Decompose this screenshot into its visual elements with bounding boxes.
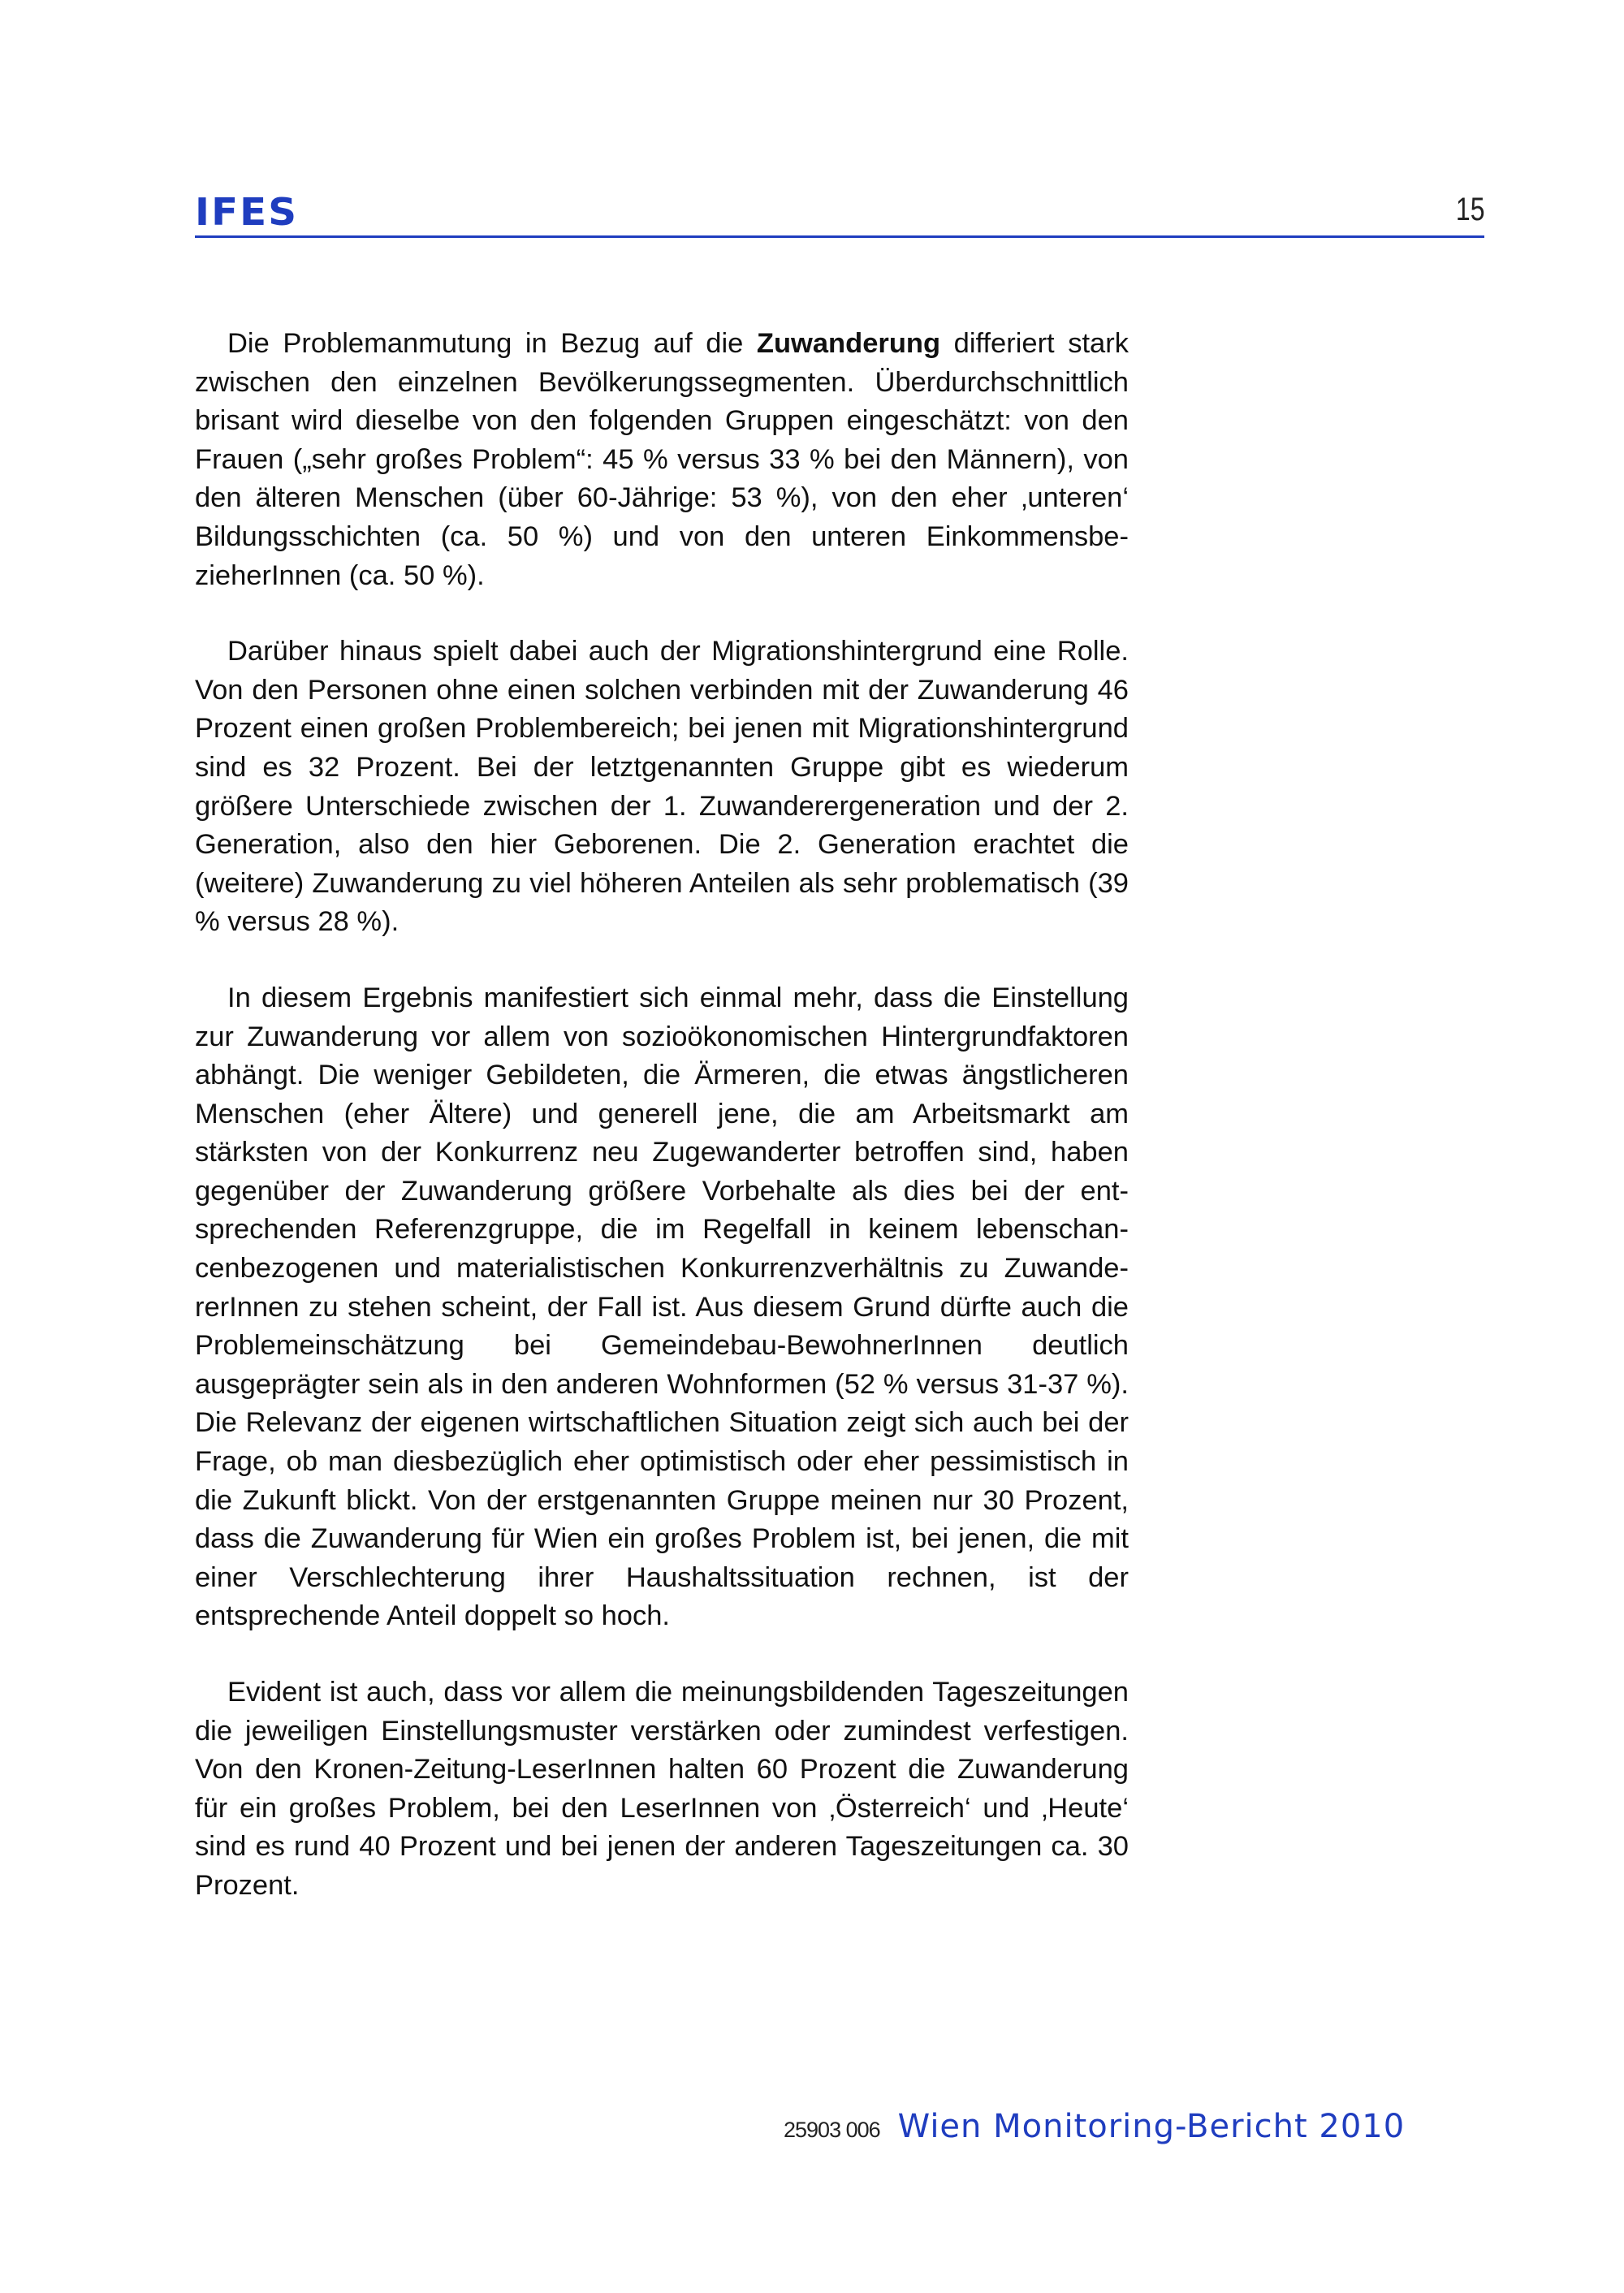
report-title: Wien Monitoring-Bericht 2010 <box>897 2108 1406 2145</box>
page-number: 15 <box>1455 192 1484 227</box>
ifes-logo: IFES <box>195 190 299 234</box>
page-header <box>195 188 1484 238</box>
paragraph-2: Darüber hinaus spielt dabei auch der Migrationshintergrund eine Rolle. Von den Personen ohne einen solchen verbinden mit der Zuwanderung 46 Prozent einen großen Problembereich; bei jenen mit Migrationshintergrund sind es 32 Prozent. Bei der letztgenannten Gruppe gibt es wiederum größere Unterschiede zwischen der 1. Zuwanderergeneration und der 2. Generation, also den hier Geborenen. Die 2. Generation erachtet die (weitere) Zuwanderung zu viel höheren Anteilen als sehr problematisch (39 % versus 28 %). <box>195 636 1129 938</box>
paragraph-3: In diesem Ergebnis manifestiert sich einmal mehr, dass die Einstellung zur Zuwanderung vor allem von sozioökonomischen Hintergrundfaktoren abhängt. Die weniger Gebildeten, die Ärmeren, die etwas ängstlicheren Menschen (eher Ältere) und generell jene, die am Arbeitsmarkt am stärksten von der Konkurrenz neu Zugewanderter betroffen sind, haben gegenüber der Zuwanderung größere Vorbehalte als dies bei der entsprechenden Referenzgruppe, die im Regelfall in keinem lebenschancenbezogenen und materialistischen Konkurrenzverhältnis zu ZuwandererInnen zu stehen scheint, der Fall ist. Aus diesem Grund dürfte auch die Problemeinschätzung bei Gemeindebau-BewohnerInnen deutlich ausgeprägter sein als in den anderen Wohnformen (52 % versus 31-37 %). Die Relevanz der eigenen wirtschaftlichen Situation zeigt sich auch bei der Frage, ob man diesbezüglich eher optimistisch oder eher pessimistisch in die Zukunft blickt. Von der erstgenannten Gruppe meinen nur 30 Prozent, dass die Zuwanderung für Wien ein großes Problem ist, bei jenen, die mit einer Verschlechterung ihrer Haushaltssituation rechnen, ist der entsprechende Anteil doppelt so hoch. <box>195 982 1129 1632</box>
paragraph-1-start: Die Problemanmutung in Bezug auf die <box>227 328 757 359</box>
paragraph-1-bold-term: Zuwanderung <box>756 328 941 359</box>
paragraph-4: Evident ist auch, dass vor allem die meinungsbildenden Tageszeitungen die jeweiligen Einstellungsmuster verstärken oder zumindest verfestigen. Von den Kronen-Zeitung-LeserInnen halten 60 Prozent die Zuwanderung für ein großes Problem, bei den LeserInnen von ‚Österreich‘ und ‚Heute‘ sind es rund 40 Prozent und bei jenen der anderen Tageszeitungen ca. 30 Prozent. <box>195 1677 1129 1901</box>
paragraph-1-rest: differiert stark zwischen den einzelnen Bevölkerungssegmenten. Überdurchschnittlich brisant wird dieselbe von den folgenden Gruppen eingeschätzt: von den Frauen („sehr großes Problem“: 45 % versus 33 % bei den Männern), von den älteren Menschen (über 60-Jährige: 53 %), von den eher ‚unteren‘ Bildungsschichten (ca. 50 %) und von den unteren EinkommensbezieherInnen (ca. 50 %). <box>195 328 1129 591</box>
report-code: 25903 006 <box>784 2118 880 2142</box>
body-text <box>195 325 1129 1943</box>
page-footer <box>784 2108 1405 2145</box>
paragraph-1 <box>195 325 1129 595</box>
